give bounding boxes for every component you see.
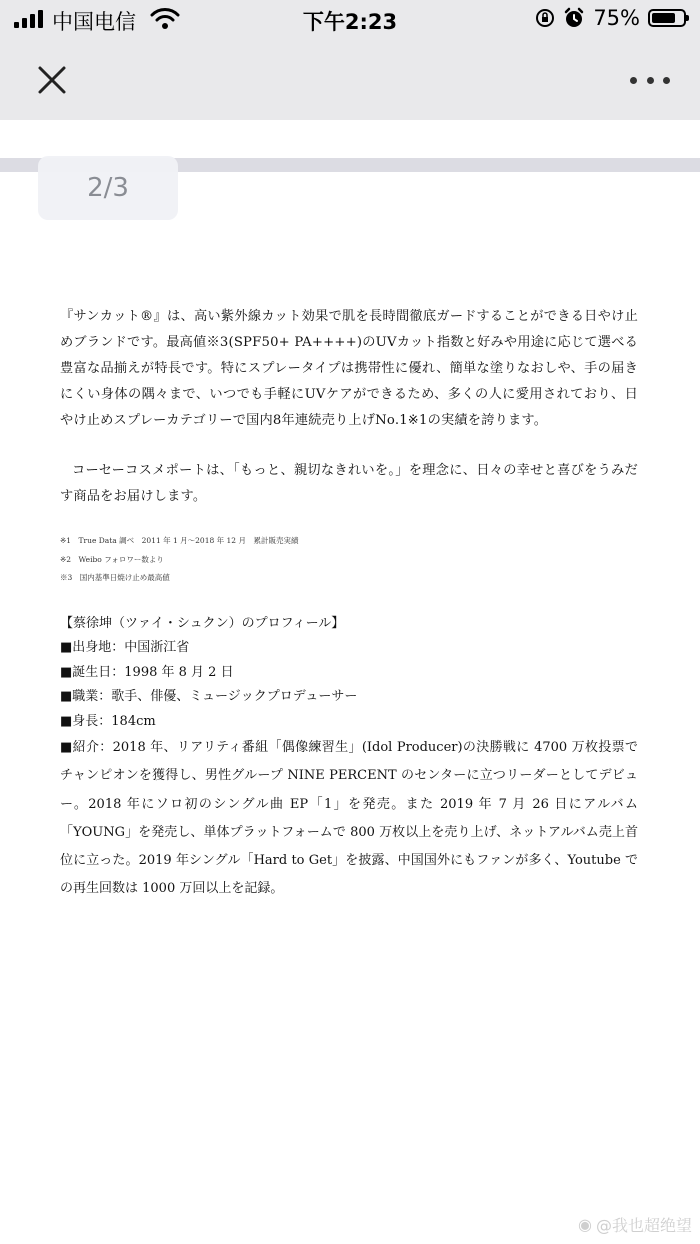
footnotes	[60, 532, 638, 588]
brand-paragraph: 『サンカット®』は、高い紫外線カット効果で肌を長時間徹底ガードすることができる日やけ止めブランドです。最高値※3(SPF50+ PA++++)のUVカット指数と好みや用途に応じて選べる豊富な品揃えが特長です。特にスプレータイプは携帯性に優れ、簡単な塗りなおしや、手の届きにくい身体の隅々まで、いつでも手軽にUVケアができるため、多くの人に愛用されており、日やけ止めスプレーカテゴリーで国内8年連続売り上げNo.1※1の実績を誇ります。	[60, 309, 638, 428]
weibo-icon: ◉	[578, 1215, 592, 1234]
profile-item: ■職業：歌手、俳優、ミュージックプロデューサー	[60, 689, 358, 704]
status-time: 下午2:23	[302, 10, 398, 34]
rotation-lock-icon	[535, 8, 555, 28]
close-icon[interactable]	[30, 60, 74, 100]
status-bar	[0, 0, 700, 40]
battery-percent: 75%	[593, 6, 640, 30]
profile-title: 【蔡徐坤（ツァイ・シュクン）のプロフィール】	[60, 615, 345, 631]
profile-item: ■身長：184cm	[60, 713, 156, 729]
profile-item: ■誕生日：1998 年 8 月 2 日	[60, 664, 234, 680]
document-page[interactable]	[0, 172, 700, 1244]
footnote: ※2 Weibo フォロワー数より	[60, 554, 164, 564]
alarm-icon	[563, 7, 585, 29]
profile-intro: ■紹介：2018 年、リアリティ番組「偶像練習生」(Idol Producer)の決勝戦に 4700 万枚投票でチャンピオンを獲得し、男性グループ NINE PERCENT のセンターに立つリーダーとしてデビュー。2018 年にソロ初のシングル曲 EP「1」を発売。また 2019 年 7 月 26 日にアルバム「YOUNG」を発売し、単体プラットフォームで 800 万枚以上を売り上げ、ネットアルバム売上首位に立った。2019 年シングル「Hard to Get」を披露、中国国外にもファンが多く、Youtube での再生回数は 1000 万回以上を記録。	[60, 740, 638, 897]
footnote: ※1 True Data 調べ 2011 年 1 月～2018 年 12 月 累計販売実績	[60, 536, 299, 545]
battery-icon	[648, 9, 686, 27]
carrier-name: 中国电信	[52, 10, 136, 34]
nav-bar	[0, 40, 700, 120]
more-icon[interactable]	[630, 70, 670, 90]
watermark	[578, 1213, 692, 1236]
watermark-text: @我也超绝望	[595, 1216, 692, 1235]
profile-item: ■出身地：中国浙江省	[60, 640, 190, 655]
document-content	[60, 304, 638, 904]
page-indicator: 2/3	[38, 156, 178, 220]
company-paragraph: コーセーコスメポートは、「もっと、親切なきれいを。」を理念に、日々の幸せと喜びをうみだす商品をお届けします。	[60, 463, 638, 504]
profile-section	[60, 612, 638, 904]
footnote: ※3 国内基準日焼け止め最高値	[60, 573, 170, 582]
header-spacer	[0, 120, 700, 158]
